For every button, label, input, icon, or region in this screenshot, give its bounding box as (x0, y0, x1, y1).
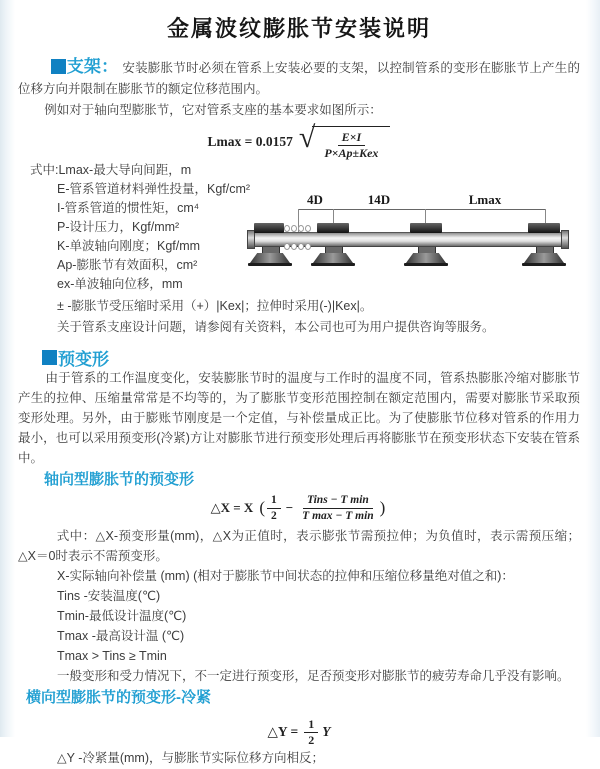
axial-notes (18, 526, 580, 686)
formula-dy-lhs: △Y = (267, 724, 299, 739)
dim-label-14d: 14D (367, 192, 391, 207)
note-line: Tins -安装温度(℃) (57, 589, 161, 603)
radical-sign: √ (298, 121, 316, 154)
definition-line: P-设计压力，Kgf/mm² (57, 220, 180, 234)
bellows-icon (284, 225, 314, 251)
plus-minus-note: ± -膨胀节受压缩时采用（+）|Kex|；拉伸时采用(-)|Kex|。 (57, 299, 373, 313)
definition-line: I-管系管道的惯性矩，cm⁴ (57, 201, 200, 215)
definition-line: E-管系管道材料弹性投量，Kgf/cm² (57, 182, 251, 196)
note-line: 一般变形和受力情况下，不一定进行预变形，足否预变形对膨胀节的疲劳寿命几乎没有影响。 (57, 669, 570, 683)
pipe-end-cap (561, 230, 569, 249)
formula-lmax-lhs: Lmax = 0.0157 (207, 134, 293, 149)
close-paren: ) (379, 498, 386, 517)
note-line: X-实际轴向补偿量 (mm) (相对于膨胀节中间状态的拉伸和压缩位移量绝对值之和)： (57, 569, 514, 583)
dim-label-lmax: Lmax (468, 192, 502, 207)
note-line: Tmin-最低设计温度(℃) (57, 609, 187, 623)
support-intro-paragraph (18, 56, 580, 100)
anchor-clamp (254, 223, 284, 233)
lateral-note: △Y -冷紧量(mm)，与膨胀节实际位移方向相反； (57, 751, 325, 765)
formula-lmax-numerator: E×I (338, 130, 366, 146)
formula-lmax (18, 121, 580, 160)
formula-delta-x (18, 492, 580, 524)
sqrt-radical-icon (299, 123, 391, 161)
definition-line: Ap-膨胀节有效面积，cm² (57, 258, 198, 272)
dy-half-numerator: 1 (304, 717, 318, 733)
open-paren: ( (259, 498, 265, 517)
lateral-subsection-heading: 横向型膨胀节的预变形-冷紧 (26, 689, 211, 706)
support-example-line: 例如对于轴向型膨胀节，它对管系支座的基本要求如图所示： (44, 103, 382, 117)
guide-support (404, 245, 448, 267)
formula-dx-lhs: △X = X (210, 500, 254, 515)
definition-line: K-单波轴向刚度；Kgf/mm (57, 239, 201, 253)
half-numerator: 1 (267, 493, 281, 508)
predeform-paragraph: 由于管系的工作温度变化，安装膨胀节时的温度与工作时的温度不同，管系热膨胀冷缩对膨胀节产生的拉伸、压缩量常常是不均等的，为了膨胀节变形范围控制在额定范围内，需要对膨胀节采取预变形处理。另外，由于膨账节刚度是一个定值，与补偿量成正比。为了使膨胀节位移对管系的作用力最小，也可以采用预变形(冷紧)方让对膨胀节进行预变形处理后再将膨胀节在预变形状态下安装在管系中。 (18, 371, 580, 465)
section-square-icon (42, 350, 57, 365)
note-line: Tmax > Tins ≥ Tmin (57, 649, 167, 663)
temp-numerator: Tins − T min (303, 493, 373, 508)
pipe-support-diagram (248, 190, 600, 286)
consult-note: 关于管系支座设计问题，请参阅有关资料，本公司也可为用户提供咨询等服务。 (57, 320, 495, 334)
formula-lmax-denominator: P×Ap±Kex (324, 146, 379, 160)
predeform-header-label: 预变形 (58, 349, 109, 369)
guide-support (311, 245, 355, 267)
definition-line: ex-单波轴向位移，mm (57, 277, 183, 291)
predeform-section-header (42, 346, 580, 368)
guide-clamp (317, 223, 349, 233)
page-title: 金属波纹膨胀节安装说明 (166, 16, 431, 41)
dy-half-denominator: 2 (308, 732, 315, 747)
support-section-header: 支架： (66, 57, 119, 76)
temp-denominator: T max − T min (302, 509, 374, 522)
half-denominator: 2 (271, 509, 277, 522)
guide-clamp (410, 223, 442, 233)
note-line: Tmax -最高设计温 (℃) (57, 629, 185, 643)
formula-delta-y (18, 718, 580, 746)
support-intro-text: 安装膨胀节时必须在管系上安装必要的支架，以控制管系的变形在膨胀节上产生的位移方向并限制在膨胀节的额定位移范围内。 (18, 61, 580, 96)
guide-support (522, 245, 566, 267)
dimension-line (298, 209, 545, 210)
definition-line: 式中:Lmax-最大导向间距，m (30, 163, 192, 177)
formula-dy-rhs: Y (322, 724, 331, 739)
axial-subsection-heading: 轴向型膨胀节的预变形 (44, 471, 195, 488)
guide-clamp (528, 223, 560, 233)
note-line: 式中：△X-预变形量(mm)，△X为正值时，表示膨张节需预拉伸；为负值时，表示需预压缩；△X＝0时表示不需预变形。 (18, 529, 580, 563)
section-square-icon (51, 59, 66, 74)
dim-label-4d: 4D (307, 192, 323, 207)
minus-operator: − (285, 500, 294, 515)
